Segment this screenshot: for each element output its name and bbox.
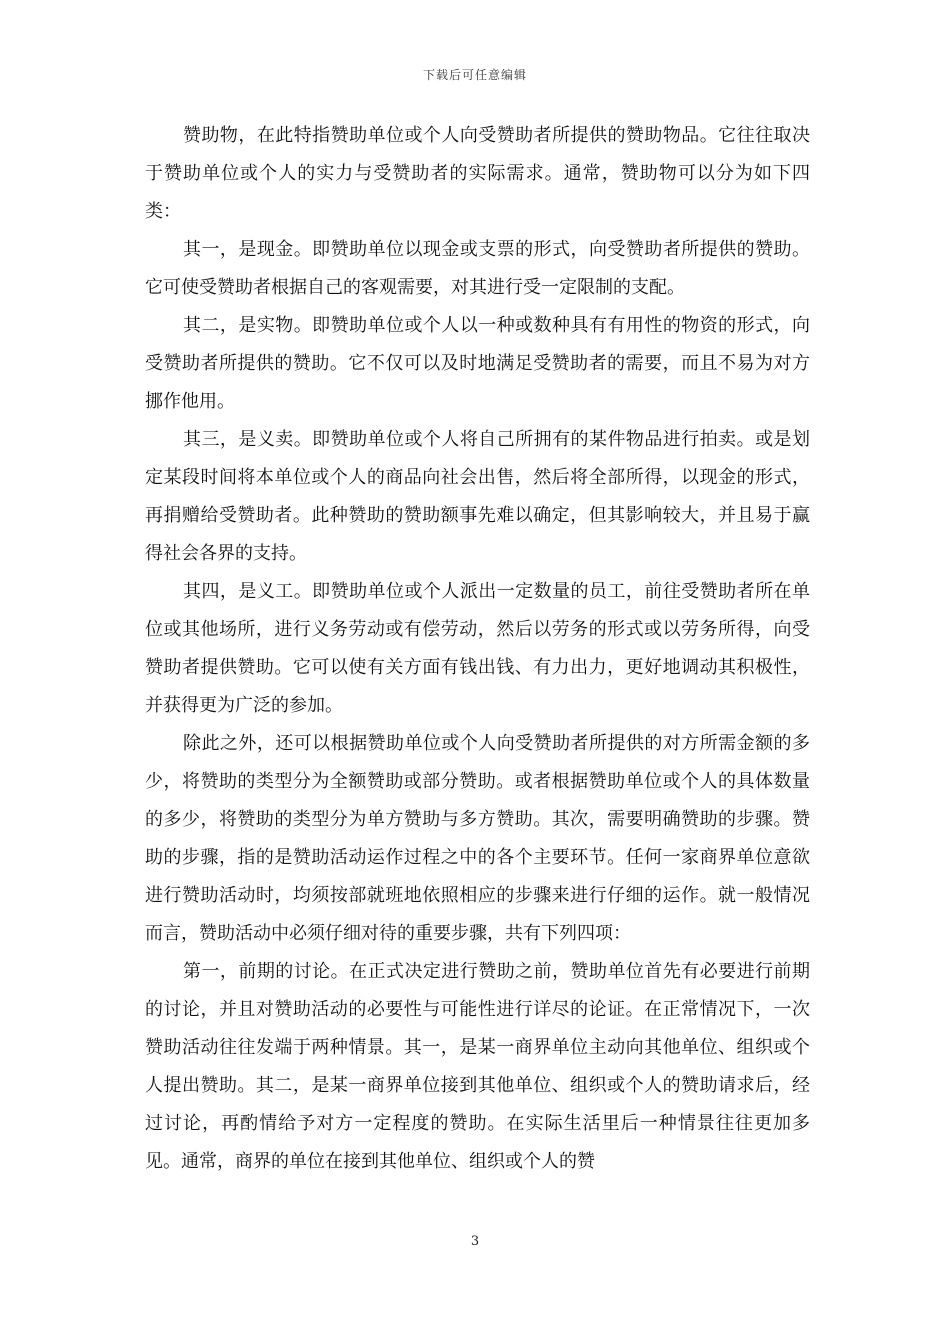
- page-number: 3: [470, 1234, 480, 1249]
- paragraph-types-and-steps: 除此之外，还可以根据赞助单位或个人向受赞助者所提供的对方所需金额的多少，将赞助的类型分为全额赞助或部分赞助。或者根据赞助单位或个人的具体数量的多少，将赞助的类型分为单方赞助与多方赞助。其次，需要明确赞助的步骤。赞助的步骤，指的是赞助活动运作过程之中的各个主要环节。任何一家商界单位意欲进行赞助活动时，均须按部就班地依照相应的步骤来进行仔细的运作。就一般情况而言，赞助活动中必须仔细对待的重要步骤，共有下列四项：: [145, 733, 810, 944]
- paragraph-cash: 其一，是现金。即赞助单位以现金或支票的形式，向受赞助者所提供的赞助。它可使受赞助者根据自己的客观需要，对其进行受一定限制的支配。: [145, 239, 810, 298]
- page-header: 下载后可任意编辑: [422, 68, 527, 82]
- paragraph-goods: 其二，是实物。即赞助单位或个人以一种或数种具有有用性的物资的形式，向受赞助者所提供的赞助。它不仅可以及时地满足受赞助者的需要，而且不易为对方挪作他用。: [145, 315, 810, 412]
- paragraph-preliminary-discussion: 第一，前期的讨论。在正式决定进行赞助之前，赞助单位首先有必要进行前期的讨论，并且对赞助活动的必要性与可能性进行详尽的论证。在正常情况下，一次赞助活动往往发端于两种情景。其一，是某一商界单位主动向其他单位、组织或个人提出赞助。其二，是某一商界单位接到其他单位、组织或个人的赞助请求后，经过讨论，再酌情给予对方一定程度的赞助。在实际生活里后一种情景往往更加多见。通常，商界的单位在接到其他单位、组织或个人的赞: [145, 961, 810, 1172]
- paragraph-charity-sale: 其三，是义卖。即赞助单位或个人将自己所拥有的某件物品进行拍卖。或是划定某段时间将本单位或个人的商品向社会出售，然后将全部所得，以现金的形式，再捐赠给受赞助者。此种赞助的赞助额事先难以确定，但其影响较大，并且易于赢得社会各界的支持。: [145, 429, 810, 564]
- paragraph-volunteer: 其四，是义工。即赞助单位或个人派出一定数量的员工，前往受赞助者所在单位或其他场所，进行义务劳动或有偿劳动，然后以劳务的形式或以劳务所得，向受赞助者提供赞助。它可以使有关方面有钱出钱、有力出力，更好地调动其积极性，并获得更为广泛的参加。: [145, 581, 810, 716]
- document-body: [145, 117, 810, 1181]
- paragraph-sponsorship-items: 赞助物，在此特指赞助单位或个人向受赞助者所提供的赞助物品。它往往取决于赞助单位或个人的实力与受赞助者的实际需求。通常，赞助物可以分为如下四类：: [145, 125, 810, 222]
